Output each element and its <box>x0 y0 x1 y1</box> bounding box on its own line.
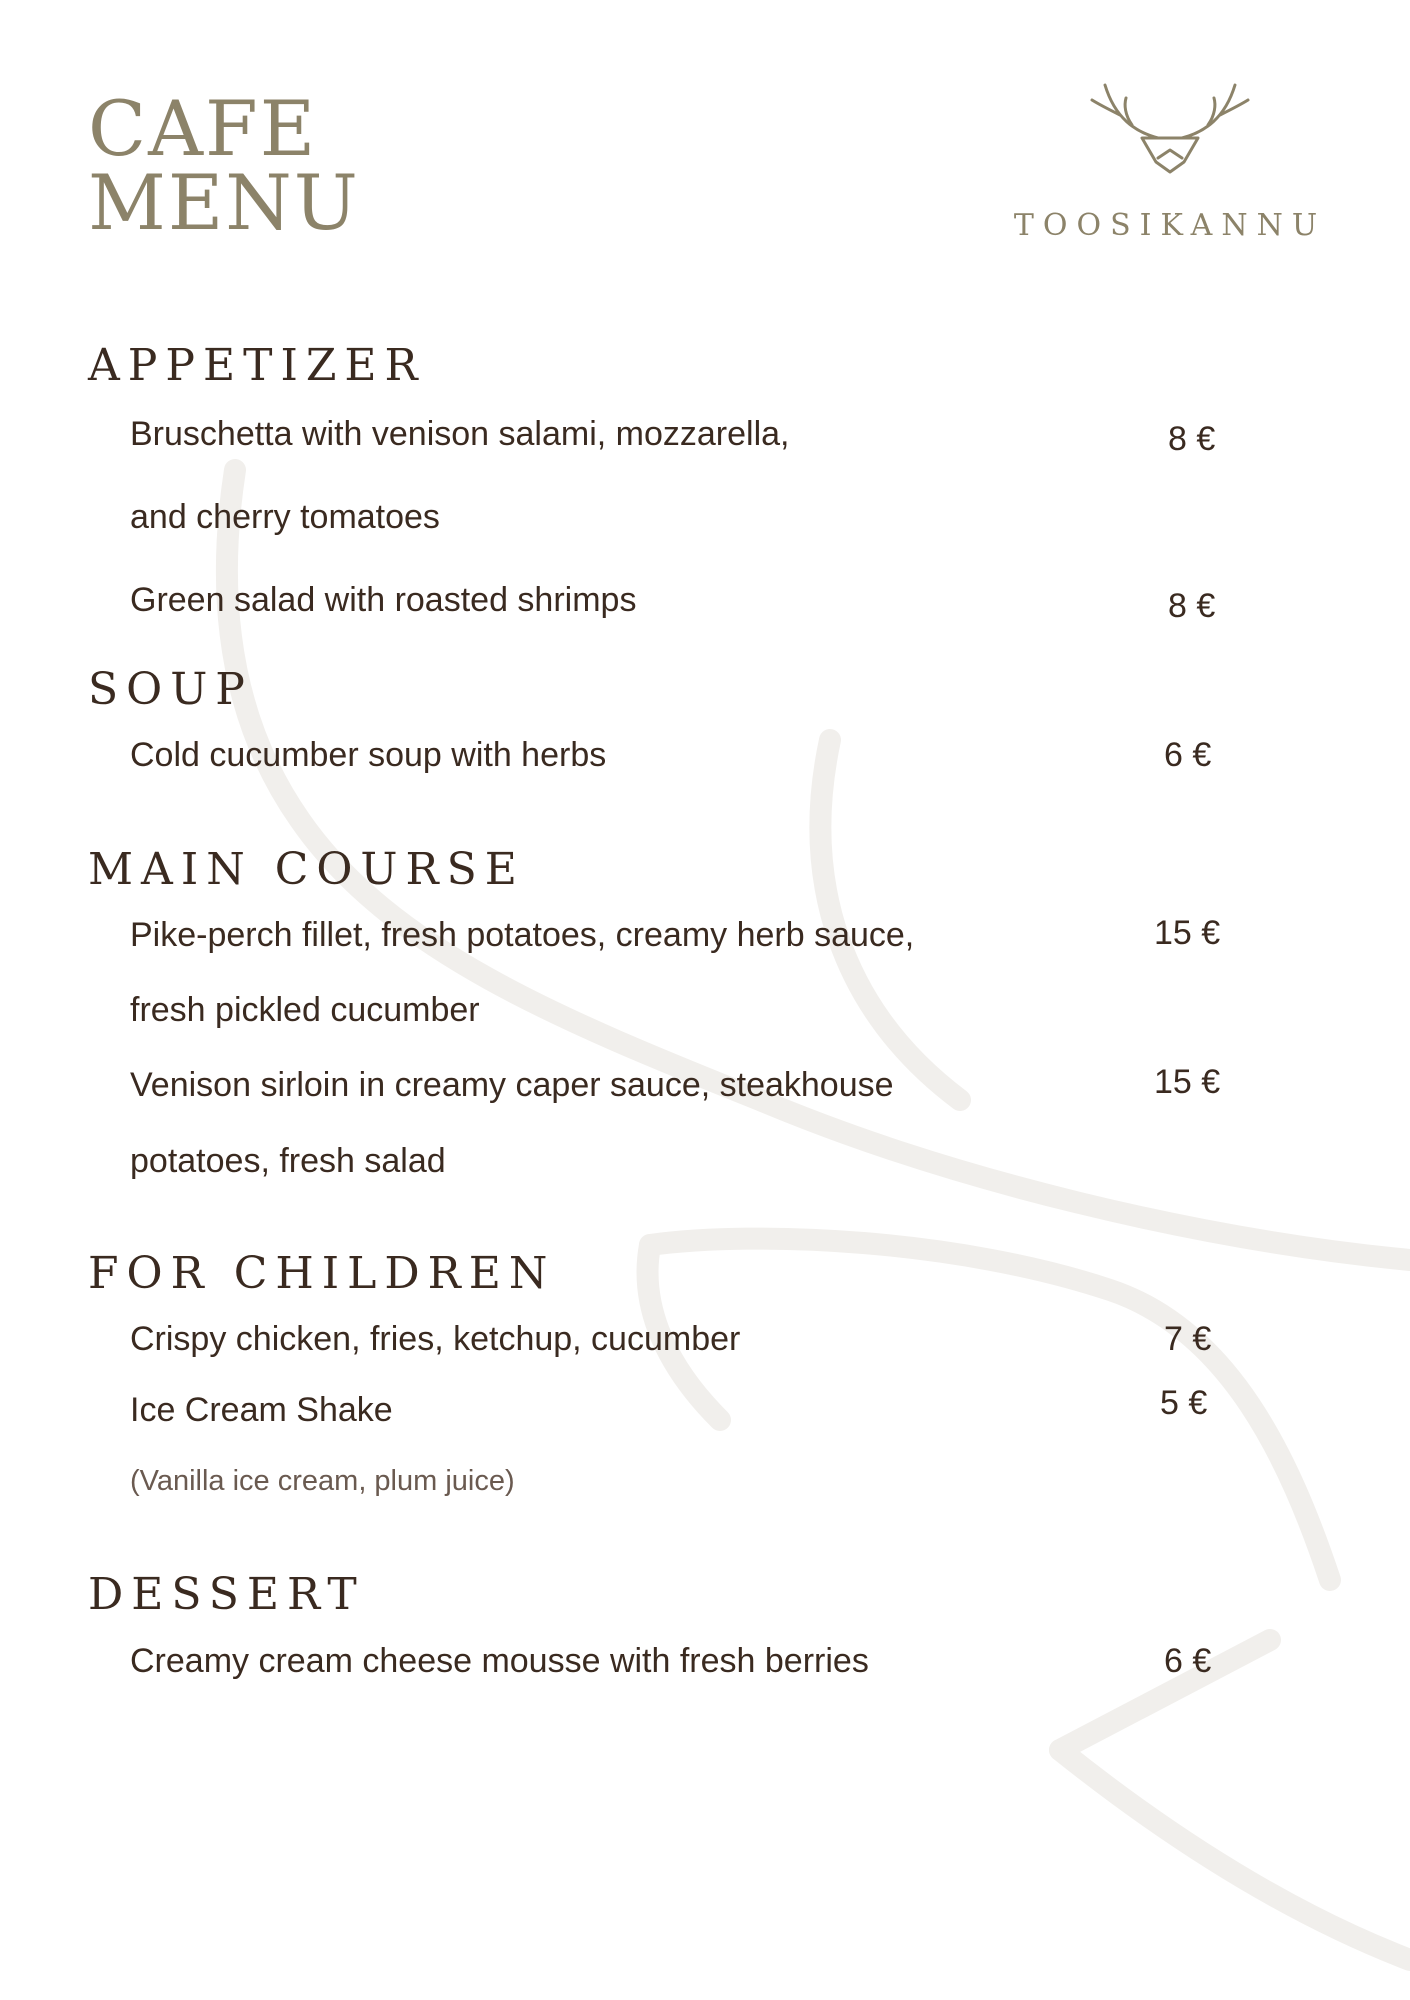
price-cucumber-soup: 6 € <box>1164 736 1212 774</box>
price-crispy-chicken: 7 € <box>1164 1320 1212 1358</box>
section-heading-appetizer: APPETIZER <box>88 340 426 391</box>
menu-item-ice-cream-shake: Ice Cream Shake <box>130 1391 393 1429</box>
price-ice-cream-shake: 5 € <box>1160 1384 1208 1422</box>
title-line-cafe: CAFE <box>88 84 318 173</box>
brand-name: TOOSIKANNU <box>1013 208 1327 243</box>
section-heading-dessert: DESSERT <box>88 1569 365 1620</box>
section-heading-soup: SOUP <box>88 664 253 715</box>
menu-item-venison-sirloin: Venison sirloin in creamy caper sauce, steakhouse <box>130 1066 894 1104</box>
price-bruschetta: 8 € <box>1168 420 1216 458</box>
price-pike-perch: 15 € <box>1154 914 1221 952</box>
price-green-salad: 8 € <box>1168 587 1216 625</box>
menu-item-pike-perch: Pike-perch fillet, fresh potatoes, creamy herb sauce, <box>130 916 915 954</box>
menu-item-green-salad: Green salad with roasted shrimps <box>130 581 637 619</box>
deer-antler-icon <box>1080 80 1260 180</box>
menu-item-cream-cheese-mousse: Creamy cream cheese mousse with fresh berries <box>130 1642 869 1680</box>
price-venison-sirloin: 15 € <box>1154 1063 1221 1101</box>
menu-item-bruschetta: Bruschetta with venison salami, mozzarella, <box>130 415 790 453</box>
menu-item-venison-sirloin-continued: potatoes, fresh salad <box>130 1142 446 1180</box>
price-cream-cheese-mousse: 6 € <box>1164 1642 1212 1680</box>
menu-item-pike-perch-continued: fresh pickled cucumber <box>130 991 480 1029</box>
menu-item-bruschetta-continued: and cherry tomatoes <box>130 498 440 536</box>
menu-item-cucumber-soup: Cold cucumber soup with herbs <box>130 736 607 774</box>
section-heading-for-children: FOR CHILDREN <box>88 1248 556 1299</box>
page-title <box>88 84 360 247</box>
brand-logo <box>980 80 1360 250</box>
title-line-menu: MENU <box>88 158 360 247</box>
section-heading-main-course: MAIN COURSE <box>88 844 525 895</box>
menu-item-ice-cream-shake-note: (Vanilla ice cream, plum juice) <box>130 1465 515 1497</box>
menu-item-crispy-chicken: Crispy chicken, fries, ketchup, cucumber <box>130 1320 741 1358</box>
